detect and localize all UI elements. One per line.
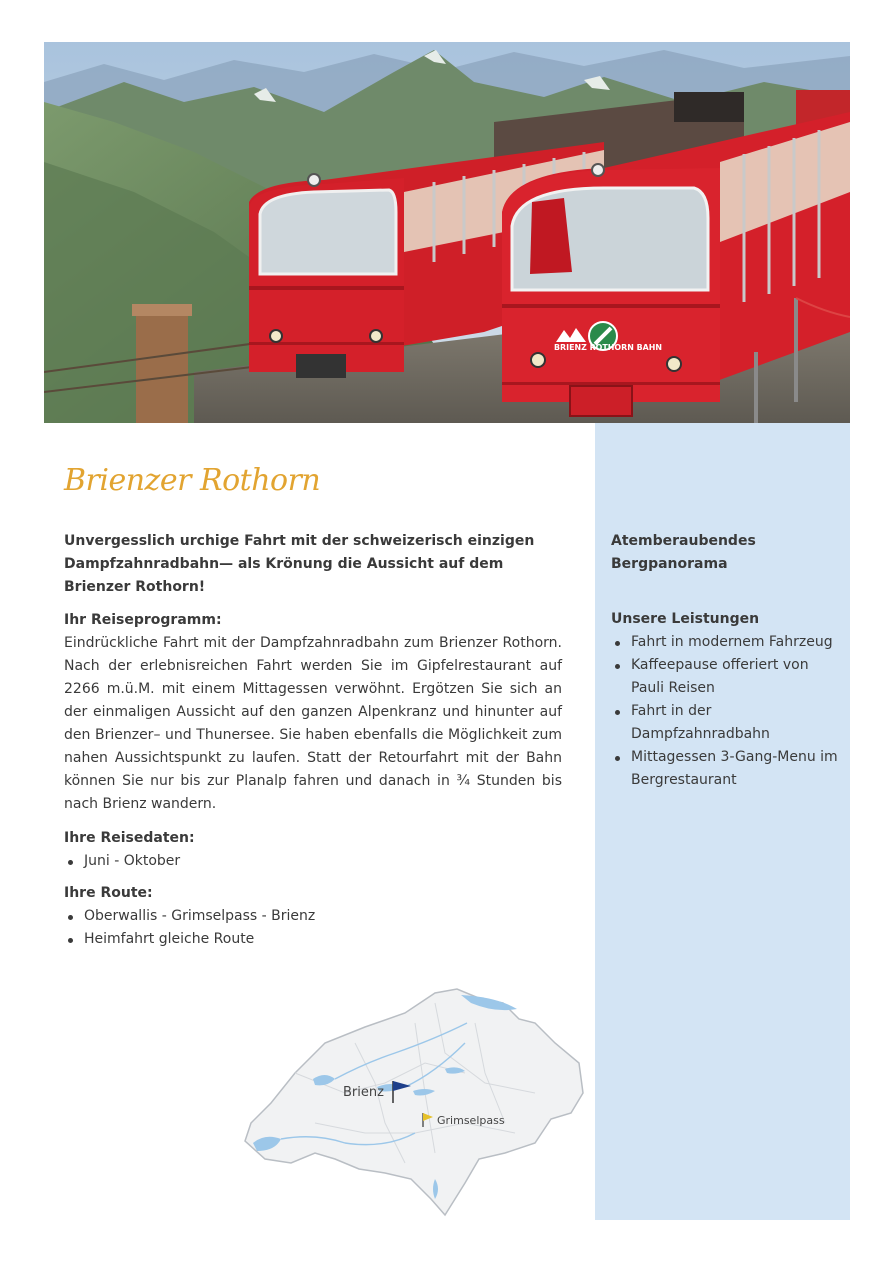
page-title: Brienzer Rothorn — [64, 463, 321, 498]
program-text: Eindrückliche Fahrt mit der Dampfzahnradbahn zum Brienzer Rothorn. Nach der erlebnisreichen Fahrt werden Sie im Gipfelrestaurant auf 2266 m.ü.M. mit einem Mittagessen verwöhnt. Ergötzen Sie sich an der einmaligen Aussicht auf den ganzen Alpenkranz und hinunter auf den Brienzer– und Thunersee. Sie haben ebenfalls die Möglichkeit zum nahen Aussichtspunkt zu laufen. Statt der Retourfahrt mit der Bahn können Sie nur bis zur Planalp fahren und danach in ¾ Stunden bis nach Brienz wandern. — [64, 635, 562, 812]
dates-list — [64, 850, 562, 873]
switzerland-map — [235, 983, 587, 1223]
program-section — [64, 609, 562, 816]
list-item: Fahrt in modernem Fahrzeug — [631, 631, 841, 654]
sidebar-panel — [595, 423, 850, 1220]
map-label-brienz: Brienz — [343, 1085, 384, 1100]
services-list — [611, 631, 841, 792]
list-item: Oberwallis - Grimselpass - Brienz — [84, 905, 562, 928]
list-item: Fahrt in der Dampfzahnradbahn — [631, 700, 841, 746]
sidebar-content — [611, 530, 841, 792]
list-item: Mittagessen 3-Gang-Menu im Bergrestaurant — [631, 746, 841, 792]
program-heading: Ihr Reiseprogramm: — [64, 612, 222, 628]
route-list — [64, 905, 562, 951]
list-item: Heimfahrt gleiche Route — [84, 928, 562, 951]
lead-text: Unvergesslich urchige Fahrt mit der schweizerisch einzigen Dampfzahnradbahn— als Krönung die Aussicht auf dem Brienzer Rothorn! — [64, 533, 535, 595]
map-label-grimselpass: Grimselpass — [437, 1114, 505, 1127]
route-section — [64, 882, 562, 951]
hero-photo — [44, 42, 850, 423]
dates-section — [64, 827, 562, 873]
route-heading: Ihre Route: — [64, 885, 153, 901]
list-item: Kaffeepause offeriert von Pauli Reisen — [631, 654, 841, 700]
services-heading: Unsere Leistungen — [611, 611, 760, 627]
list-item: Juni - Oktober — [84, 850, 562, 873]
sidebar-lead: Atemberaubendes Bergpanorama — [611, 533, 756, 572]
train-logo-text: BRIENZ ROTHORN BAHN — [554, 343, 662, 352]
dates-heading: Ihre Reisedaten: — [64, 830, 195, 846]
